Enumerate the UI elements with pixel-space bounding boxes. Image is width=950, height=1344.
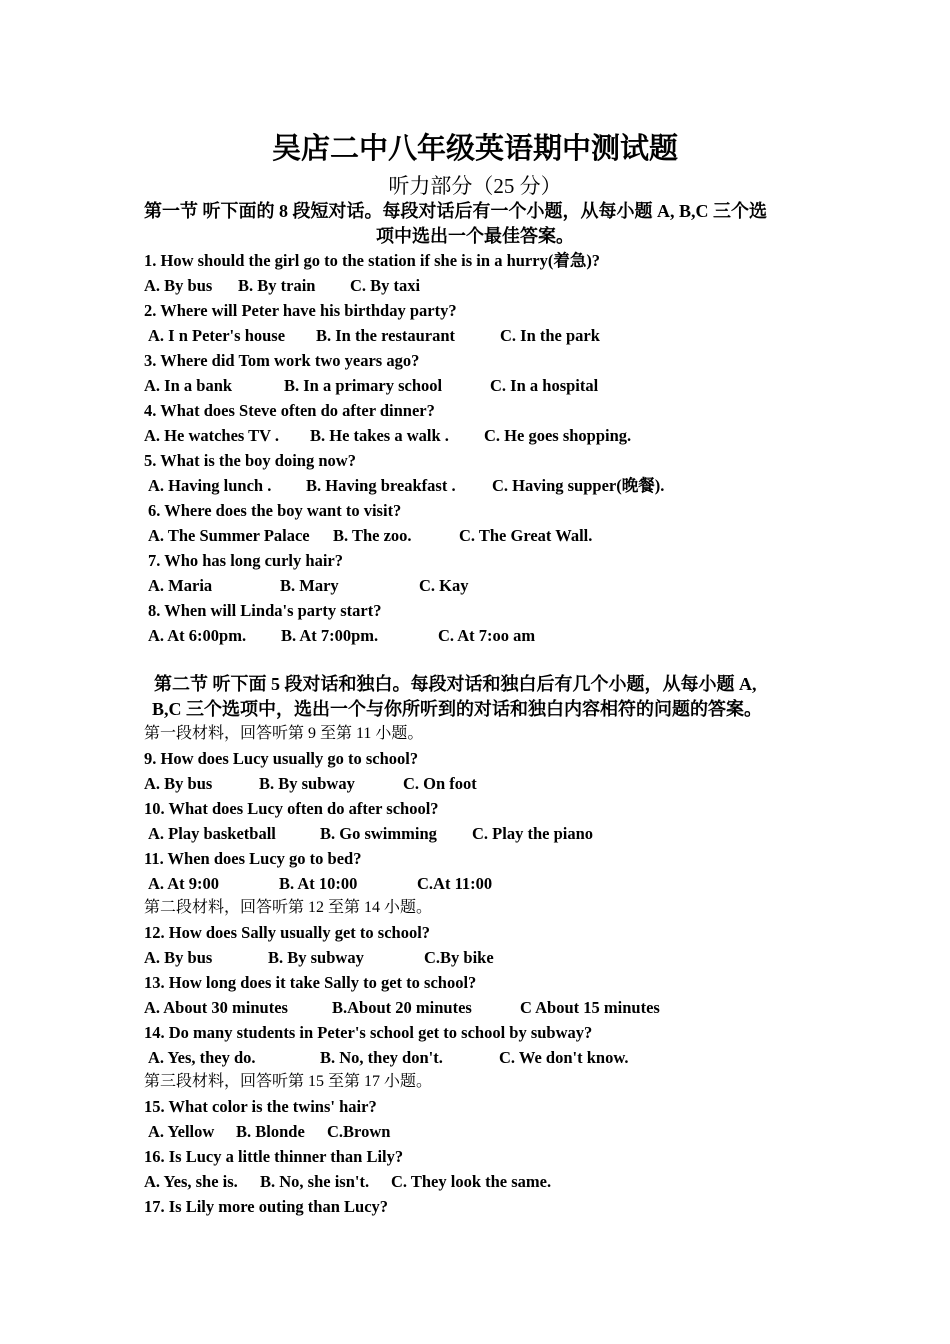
option-a: A. I n Peter's house xyxy=(148,326,286,345)
listening-section-heading: 听力部分（25 分） xyxy=(388,174,562,198)
option-c: C. He goes shopping. xyxy=(484,426,632,445)
question-16: 16. Is Lucy a little thinner than Lily? xyxy=(144,1147,404,1166)
option-b: B. Blonde xyxy=(236,1122,305,1141)
option-a: A. About 30 minutes xyxy=(144,998,288,1017)
question-17: 17. Is Lily more outing than Lucy? xyxy=(144,1197,389,1216)
option-c: C. Play the piano xyxy=(472,824,594,843)
option-a: A. At 6:00pm. xyxy=(148,626,247,645)
question-13: 13. How long does it take Sally to get to school? xyxy=(144,973,477,992)
option-b: B. By train xyxy=(238,276,316,295)
question-8: 8. When will Linda's party start? xyxy=(148,601,382,620)
question-12: 12. How does Sally usually get to school? xyxy=(144,923,431,942)
option-b: B. The zoo. xyxy=(333,526,412,545)
option-b: B.About 20 minutes xyxy=(332,998,472,1017)
option-c: C. On foot xyxy=(403,774,477,793)
option-a: A. Yellow xyxy=(148,1122,215,1141)
option-b: B. At 10:00 xyxy=(279,874,358,893)
option-c: C. At 7:oo am xyxy=(438,626,536,645)
option-a: A. In a bank xyxy=(144,376,233,395)
option-a: A. He watches TV . xyxy=(144,426,280,445)
material-2-note: 第二段材料，回答听第 12 至第 14 小题。 xyxy=(144,899,433,916)
option-c: C. In the park xyxy=(500,326,600,345)
option-c: C.Brown xyxy=(327,1122,391,1141)
option-c: C. The Great Wall. xyxy=(459,526,593,545)
question-11: 11. When does Lucy go to bed? xyxy=(144,849,362,868)
option-b: B. By subway xyxy=(259,774,355,793)
option-a: A. Yes, they do. xyxy=(148,1048,256,1067)
option-a: A. By bus xyxy=(144,276,213,295)
question-2: 2. Where will Peter have his birthday party? xyxy=(144,301,457,320)
option-b: B. By subway xyxy=(268,948,364,967)
option-c: C. By taxi xyxy=(350,276,421,295)
option-b: B. Go swimming xyxy=(320,824,437,843)
option-b: B. In the restaurant xyxy=(316,326,456,345)
section1-instruction-line1: 第一节 听下面的 8 段短对话。每段对话后有一个小题，从每小题 A, B,C 三个选 xyxy=(144,201,768,221)
option-c: C. We don't know. xyxy=(499,1048,629,1067)
question-10: 10. What does Lucy often do after school? xyxy=(144,799,439,818)
material-3-note: 第三段材料，回答听第 15 至第 17 小题。 xyxy=(144,1073,433,1090)
option-b: B. He takes a walk . xyxy=(310,426,449,445)
section2-instruction-line1: 第二节 听下面 5 段对话和独白。每段对话和独白后有几个小题，从每小题 A, xyxy=(154,674,757,694)
question-6: 6. Where does the boy want to visit? xyxy=(148,501,402,520)
option-b: B. In a primary school xyxy=(284,376,443,395)
option-c: C. Having supper(晚餐). xyxy=(492,476,665,495)
question-15: 15. What color is the twins' hair? xyxy=(144,1097,377,1116)
question-4: 4. What does Steve often do after dinner? xyxy=(144,401,435,420)
question-14: 14. Do many students in Peter's school get to school by subway? xyxy=(144,1023,593,1042)
option-b: B. Mary xyxy=(280,576,339,595)
option-c: C.By bike xyxy=(424,948,494,967)
option-b: B. Having breakfast . xyxy=(306,476,456,495)
exam-title: 吴店二中八年级英语期中测试题 xyxy=(271,133,678,165)
option-c: C. Kay xyxy=(419,576,469,595)
option-a: A. Having lunch . xyxy=(148,476,272,495)
option-a: A. Maria xyxy=(148,576,213,595)
option-b: B. No, she isn't. xyxy=(260,1172,370,1191)
question-1: 1. How should the girl go to the station if she is in a hurry(着急)? xyxy=(144,251,601,270)
option-a: A. By bus xyxy=(144,948,213,967)
option-a: A. Play basketball xyxy=(148,824,276,843)
option-b: B. No, they don't. xyxy=(320,1048,443,1067)
option-c: C. They look the same. xyxy=(391,1172,552,1191)
option-c: C About 15 minutes xyxy=(520,998,660,1017)
material-1-note: 第一段材料，回答听第 9 至第 11 小题。 xyxy=(144,725,424,742)
option-a: A. Yes, she is. xyxy=(144,1172,238,1191)
option-c: C.At 11:00 xyxy=(417,874,493,893)
section1-instruction-line2: 项中选出一个最佳答案。 xyxy=(376,226,574,246)
question-3: 3. Where did Tom work two years ago? xyxy=(144,351,420,370)
option-c: C. In a hospital xyxy=(490,376,599,395)
question-7: 7. Who has long curly hair? xyxy=(148,551,343,570)
question-5: 5. What is the boy doing now? xyxy=(144,451,356,470)
option-b: B. At 7:00pm. xyxy=(281,626,379,645)
option-a: A. By bus xyxy=(144,774,213,793)
option-a: A. The Summer Palace xyxy=(148,526,310,545)
section2-instruction-line2: B,C 三个选项中，选出一个与你所听到的对话和独白内容相符的问题的答案。 xyxy=(152,699,763,719)
question-9: 9. How does Lucy usually go to school? xyxy=(144,749,419,768)
option-a: A. At 9:00 xyxy=(148,874,220,893)
